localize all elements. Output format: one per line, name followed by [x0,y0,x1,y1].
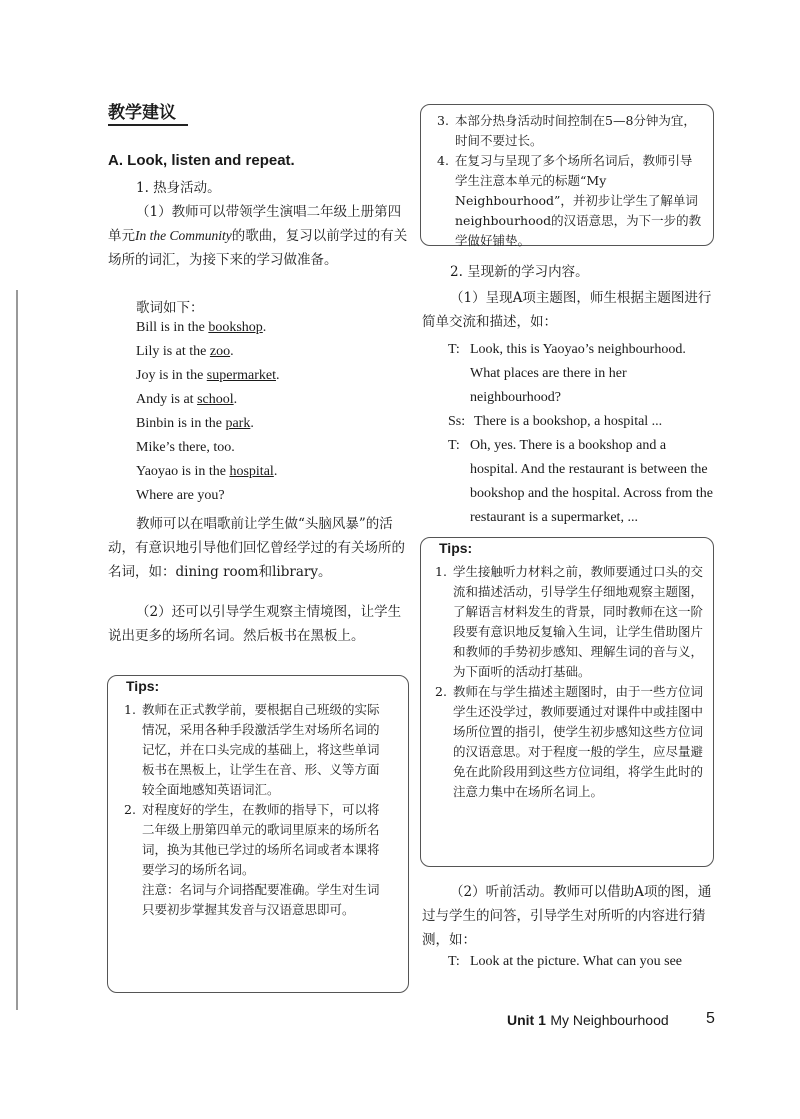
lyric-text: Yaoyao is in the [136,464,230,479]
speaker: T: [448,438,460,453]
utterance: Look at the picture. What can you see [470,954,682,969]
tip-text: 教师在与学生描述主题图时，由于一些方位词学生还没学过，教师要通过对课件中或挂图中场所位置的指引，使学生初步感知这些方位词的汉语意思。对于程度一般的学生，应尽量避免在此阶段用到这些方位词组，将学生此时的注意力集中在场所名词上。 [453,684,704,799]
lyric-line [136,412,254,436]
para-prelisten: （2）听前活动。教师可以借助A项的图，通过与学生的问答，引导学生对所听的内容进行猜测，如： [422,884,712,948]
lyric-text: Mike’s there, too. [136,440,235,455]
tips-label-left: Tips: [126,678,160,694]
tip-text: 在复习与呈现了多个场所名词后，教师引导学生注意本单元的标题“My Neighbourhood”，并初步让学生了解单词neighbourhood的汉语意思，为下一步的教学做好铺垫。 [455,153,702,248]
lyric-line [136,436,235,460]
tip-number: 2. [435,684,447,699]
lyric-punct: . [230,344,234,359]
speaker: Ss: [448,414,466,429]
step1-heading: 1. 热身活动。 [136,180,221,196]
para-warmup-a: （1）教师可以带领学生演唱二年级上册第四单元 [108,204,402,244]
lyrics-label: 歌词如下： [136,300,204,316]
lyric-line [136,460,277,484]
utterance: Look, this is Yaoyao’s neighbourhood. What places are there in her neighbourhood? [470,342,686,405]
tip-number: 2. [124,802,136,817]
dialogue-prelisten [448,950,714,974]
lyric-punct: . [250,416,254,431]
dialogue-line [448,434,714,530]
section-title: 教学建议 [108,103,176,123]
lyric-place-word: zoo [209,344,231,359]
tips-box-left [107,675,409,993]
para-observe: （2）还可以引导学生观察主情境图，让学生说出更多的场所名词。然后板书在黑板上。 [108,604,402,644]
step2-heading: 2. 呈现新的学习内容。 [450,264,589,280]
dialogue-line [448,950,714,974]
utterance: There is a bookshop, a hospital ... [474,414,663,429]
para-warmup [108,200,408,272]
lyric-line [136,388,237,412]
tips-box-right [420,537,714,867]
page-edge-bar [0,290,18,1010]
tips-label-right: Tips: [439,540,473,556]
page-number: 5 [706,1010,715,1027]
lyric-text: Where are you? [136,488,225,503]
lyric-place-word: hospital [229,464,274,479]
lyric-text: Joy is in the [136,368,207,383]
tip-text: 对程度好的学生，在教师的指导下，可以将二年级上册第四单元的歌词里原来的场所名词，换为其他已学过的场所名词或者本课将要学习的场所名词。 [142,802,380,877]
tip-item [124,800,390,880]
para-warmup-b: 的歌曲，复习以前学过的有关场所的词汇，为接下来的学习做准备。 [108,228,408,268]
speaker: T: [448,342,460,357]
tip-text: 教师在正式教学前，要根据自己班级的实际情况，采用各种手段激活学生对场所名词的记忆，并在口头完成的基础上，将这些单词板书在黑板上，让学生在音、形、义等方面较全面地感知英语词汇。 [142,702,380,797]
lyric-punct: . [275,368,280,383]
tip-number: 1. [435,564,447,579]
lyric-punct: . [262,320,267,335]
tip-item [435,562,705,682]
lyric-place-word: school [197,392,234,407]
lyric-text: Andy is at [136,392,198,407]
footer-title: My Neighbourhood [550,1012,669,1028]
lyric-line [136,484,225,508]
para-brainstorm: 教师可以在唱歌前让学生做“头脑风暴”的活动，有意识地引导他们回忆曾经学过的有关场所的名词，如：dining room和library。 [108,516,405,580]
dialogue-present [448,338,714,530]
sub-heading: A. Look, listen and repeat. [108,152,295,169]
dialogue-line [448,338,714,410]
lyric-place-word: supermarket [206,368,276,383]
running-footer [507,1012,669,1029]
tip-item [437,151,703,251]
dialogue-line [448,410,714,434]
tip-note: 注意：名词与介词搭配要准确。学生对生词只要初步掌握其发音与汉语意思即可。 [142,882,380,917]
tips-list-continued [437,111,703,251]
footer-unit: Unit 1 [507,1012,546,1028]
tip-number: 1. [124,702,136,717]
lyric-punct: . [233,392,238,407]
tips-list-left [124,700,390,920]
tip-number: 4. [437,153,449,168]
lyric-text: Lily is at the [136,344,210,359]
tips-list-right [435,562,705,802]
speaker: T: [448,954,460,969]
lyric-text: Bill is in the [136,320,209,335]
lyric-line [136,340,234,364]
lyric-place-word: bookshop [208,320,263,335]
tip-text: 本部分热身活动时间控制在5—8分钟为宜，时间不要过长。 [455,113,696,148]
lyric-line [136,316,266,340]
utterance: Oh, yes. There is a bookshop and a hospital. And the restaurant is between the bookshop and the hospital. Across from the restaurant is a supermarket, ... [470,438,714,525]
lyric-punct: . [273,464,278,479]
tips-box-continued [420,104,714,246]
section-title-rule [108,124,188,126]
song-title: In the Community [135,228,232,243]
tip-item [435,682,705,802]
lyric-place-word: park [225,416,251,431]
tip-text: 学生接触听力材料之前，教师要通过口头的交流和描述活动，引导学生仔细地观察主题图，了解语言材料发生的背景，同时教师在这一阶段要有意识地反复输入生词，让学生借助图片和教师的手势初步感知、理解生词的音与义，为下面听的活动打基础。 [453,564,704,679]
lyric-text: Binbin is in the [136,416,226,431]
para-present: （1）呈现A项主题图，师生根据主题图进行简单交流和描述，如： [422,290,712,330]
tip-number: 3. [437,113,449,128]
tip-item [437,111,703,151]
tip-item [124,700,390,800]
lyric-line [136,364,279,388]
